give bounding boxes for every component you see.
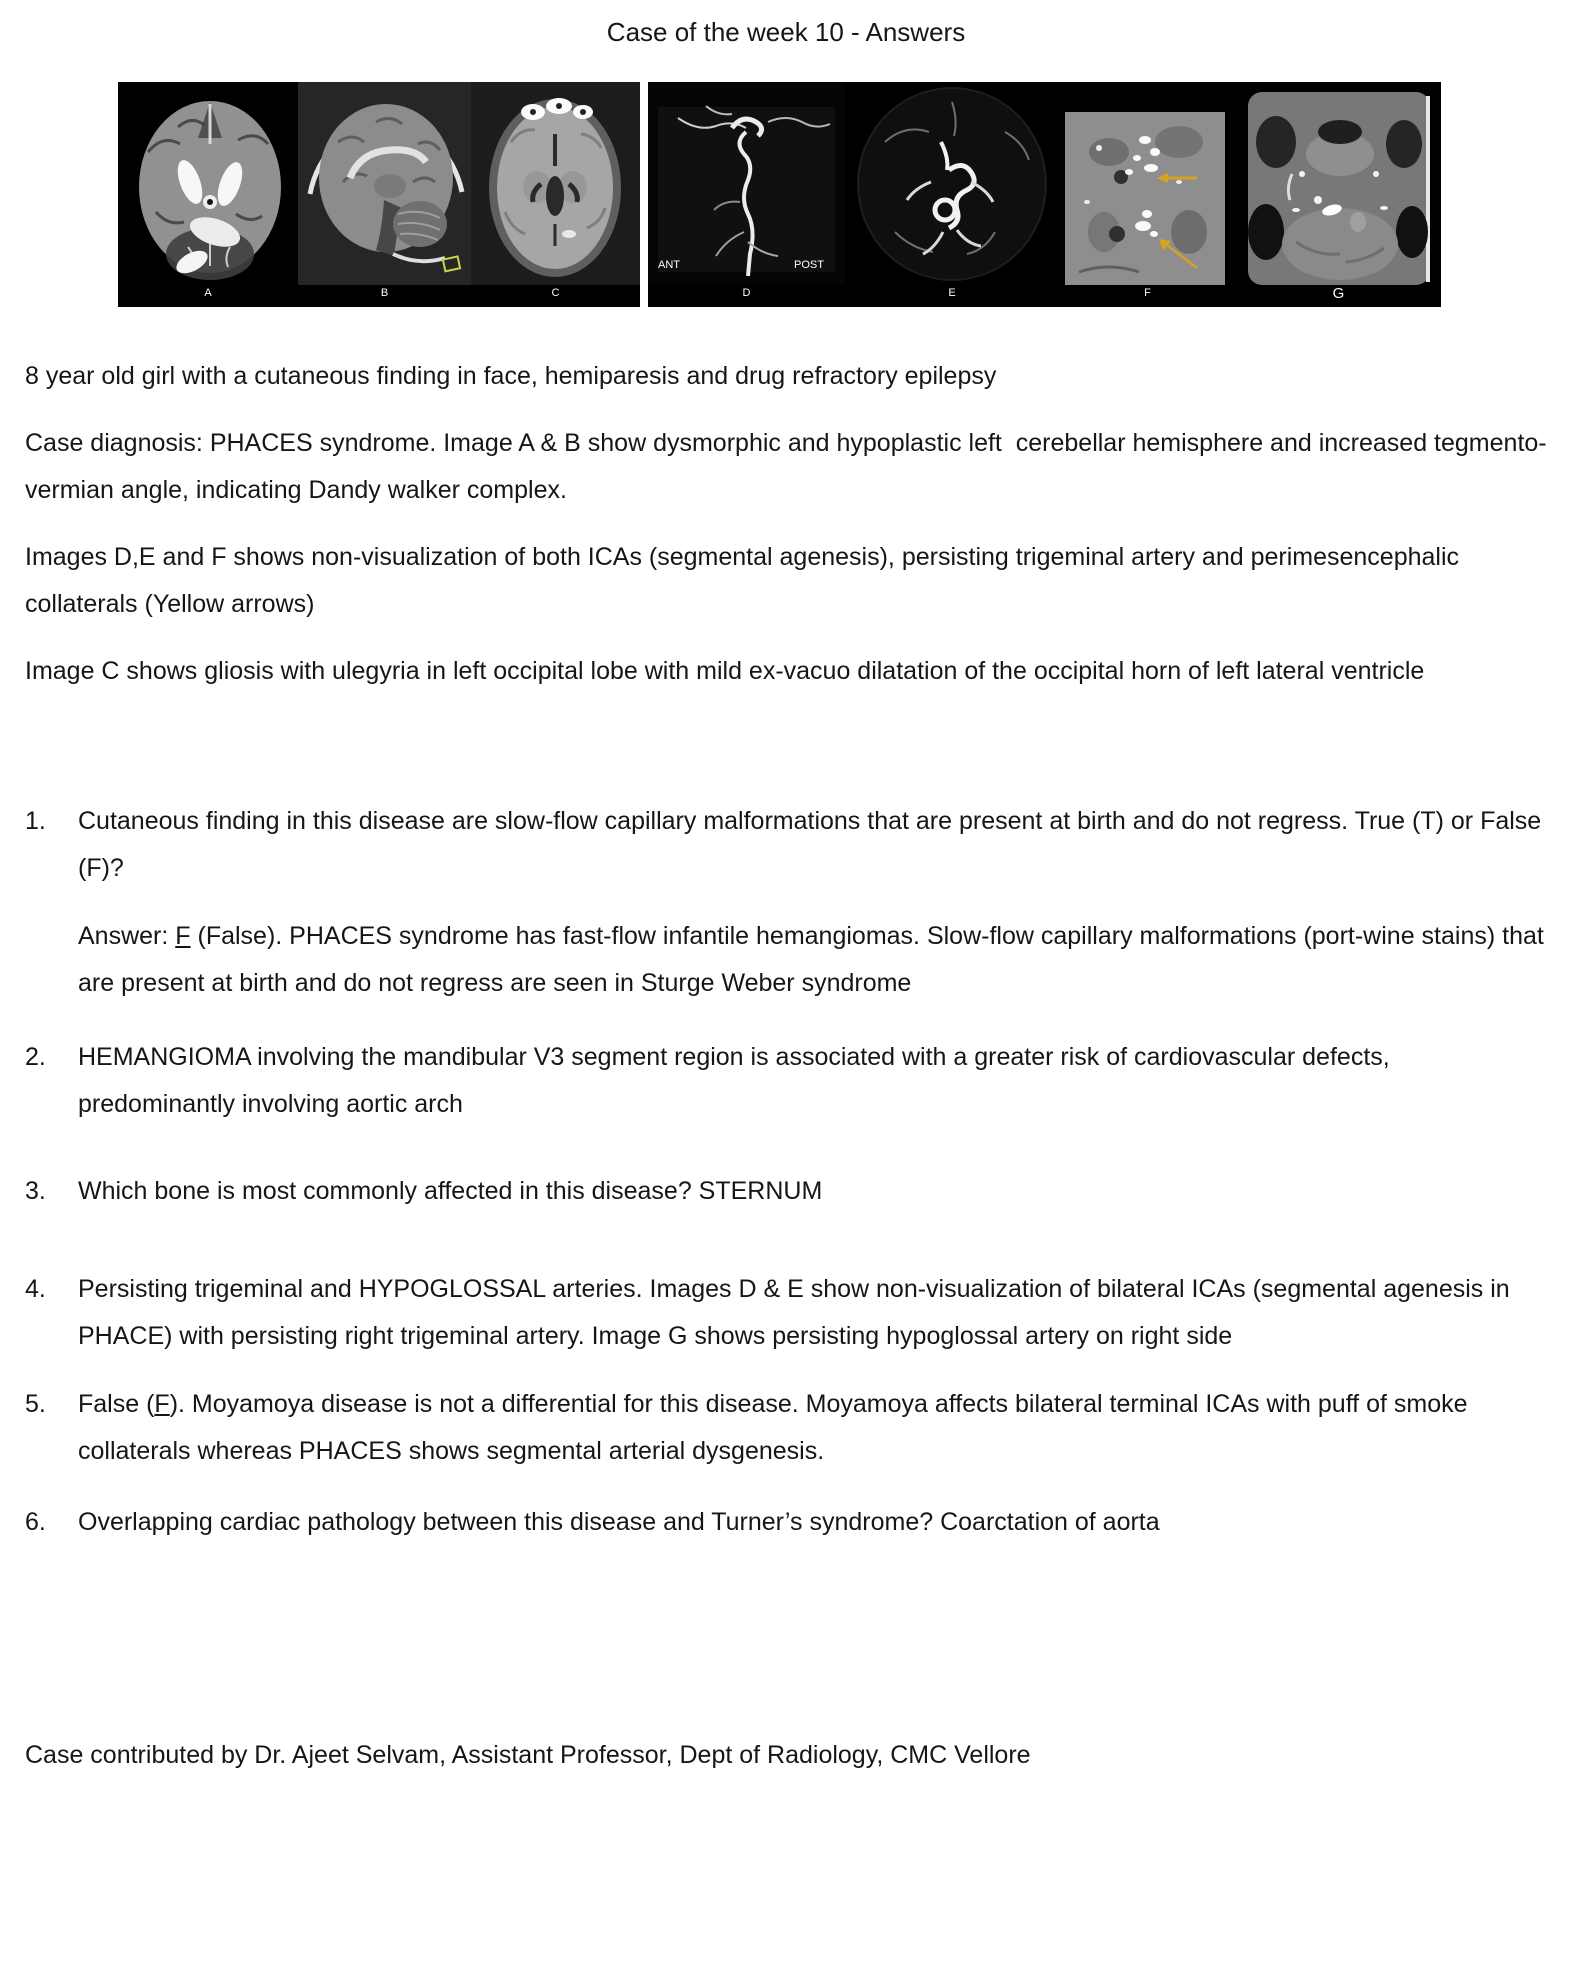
- answer-1-prefix: Answer:: [78, 922, 176, 950]
- question-4-text: Persisting trigeminal and HYPOGLOSSAL arteries. Images D & E show non-visualization of bilateral ICAs (segmental agenesis in PHACE) with persisting right trigeminal artery. Image G shows persisting hypoglossal artery on right side: [78, 1275, 1517, 1350]
- figure-divider: [640, 82, 648, 307]
- figure-panel-label-a: A: [204, 287, 212, 299]
- post-label: POST: [794, 259, 824, 271]
- question-2-text: HEMANGIOMA involving the mandibular V3 segment region is associated with a greater risk of cardiovascular defects, predominantly involving aortic arch: [78, 1043, 1397, 1118]
- axial-flair-mri-image: [471, 82, 640, 285]
- figure-panel-label-c: C: [551, 287, 560, 299]
- mra-lateral-graphic: [648, 82, 845, 285]
- question-2-number: 2.: [25, 1043, 46, 1071]
- question-3: [25, 1168, 1547, 1215]
- question-5-rest: ). Moyamoya disease is not a differential for this disease. Moyamoya affects bilateral terminal ICAs with puff of smoke collaterals whereas PHACES shows segmental arterial dysgenesis.: [78, 1390, 1475, 1465]
- document-page: [0, 16, 1572, 1961]
- figure-panel-c: [471, 82, 640, 307]
- coronal-t2-mri-graphic: [118, 82, 298, 285]
- figure-panel-label-d: D: [742, 287, 751, 299]
- figure-panel-label-f: F: [1144, 287, 1151, 299]
- image-c-findings-text: Image C shows gliosis with ulegyria in left occipital lobe with mild ex-vacuo dilatation of the occipital horn of left lateral ventricle: [25, 657, 1425, 685]
- case-diagnosis-text: Case diagnosis: PHACES syndrome. Image A & B show dysmorphic and hypoplastic left cerebellar hemisphere and increased tegmento-vermian angle, indicating Dandy walker complex.: [25, 429, 1547, 504]
- question-6-number: 6.: [25, 1508, 46, 1536]
- question-5-underlined-letter: F: [154, 1390, 170, 1418]
- figure-panel-d: [648, 82, 845, 307]
- angio-findings-text: Images D,E and F shows non-visualization of both ICAs (segmental agenesis), persisting trigeminal artery and perimesencephalic collaterals (Yellow arrows): [25, 543, 1466, 618]
- clinical-history-text: 8 year old girl with a cutaneous finding in face, hemiparesis and drug refractory epilepsy: [25, 362, 997, 390]
- answer-1: [25, 913, 1551, 1007]
- mra-axial-image: [845, 82, 1059, 285]
- question-5-number: 5.: [25, 1390, 46, 1418]
- axial-skull-base-image: [1236, 82, 1441, 285]
- question-5-prefix: False (: [78, 1390, 155, 1418]
- figure-panel-label-g: G: [1332, 285, 1345, 302]
- page-title: Case of the week 10 - Answers: [606, 17, 966, 47]
- figure-panel-g: [1236, 82, 1441, 307]
- answer-1-text: [78, 913, 1551, 1007]
- ant-label: ANT: [658, 259, 680, 271]
- question-1-text: Cutaneous finding in this disease are slow-flow capillary malformations that are present at birth and do not regress. True (T) or False (F)?: [78, 807, 1549, 882]
- question-4-number: 4.: [25, 1275, 46, 1303]
- figure-panel-a: [118, 82, 298, 307]
- question-6-text: Overlapping cardiac pathology between this disease and Turner’s syndrome? Coarctation of aorta: [78, 1508, 1160, 1536]
- question-4: [25, 1266, 1547, 1360]
- coronal-t2-mri-image: [118, 82, 298, 285]
- answer-1-underlined-letter: F: [175, 922, 191, 950]
- axial-arrow-graphic: [1059, 82, 1236, 285]
- question-1-number: 1.: [25, 807, 46, 835]
- question-1: [25, 798, 1547, 892]
- mra-axial-graphic: [845, 82, 1059, 285]
- question-3-number: 3.: [25, 1177, 46, 1205]
- axial-flair-mri-graphic: [471, 82, 640, 285]
- question-5: [25, 1381, 1547, 1475]
- sagittal-t1-mri-graphic: [298, 82, 471, 285]
- mra-lateral-image: [648, 82, 845, 285]
- question-3-text: Which bone is most commonly affected in this disease? STERNUM: [78, 1177, 823, 1205]
- figure-panel-label-b: B: [380, 287, 389, 299]
- question-6: [25, 1499, 1547, 1546]
- case-credit-text: Case contributed by Dr. Ajeet Selvam, Assistant Professor, Dept of Radiology, CMC Vellore: [25, 1741, 1031, 1769]
- sagittal-t1-mri-image: [298, 82, 471, 285]
- figure-panel-b: [298, 82, 471, 307]
- question-2: [25, 1034, 1547, 1128]
- axial-arrow-image: [1059, 82, 1236, 285]
- figure-panel-f: [1059, 82, 1236, 307]
- axial-skull-base-graphic: [1236, 82, 1441, 285]
- answer-1-indent: [25, 913, 78, 1007]
- question-5-text: [78, 1381, 1547, 1475]
- figure-panel-label-e: E: [948, 287, 956, 299]
- figure-strip: [118, 82, 1441, 307]
- figure-panel-e: [845, 82, 1059, 307]
- answer-1-rest: (False). PHACES syndrome has fast-flow infantile hemangiomas. Slow-flow capillary malformations (port-wine stains) that are present at birth and do not regress are seen in Sturge Weber syndrome: [78, 922, 1551, 997]
